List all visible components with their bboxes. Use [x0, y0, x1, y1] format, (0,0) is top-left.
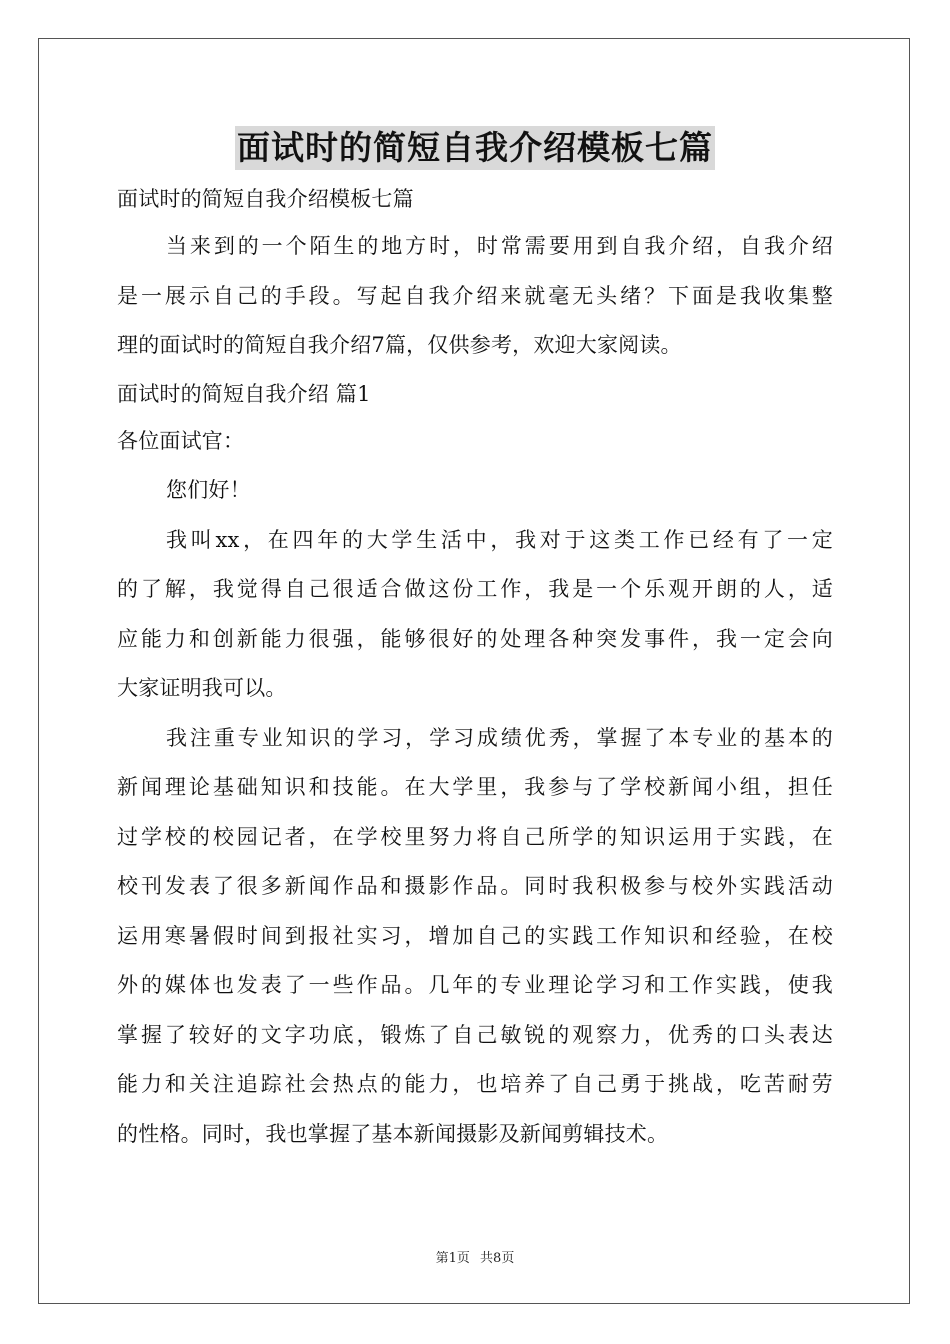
body-line: 理的面试时的简短自我介绍7篇，仅供参考，欢迎大家阅读。: [117, 333, 682, 357]
body-line: 能力和关注追踪社会热点的能力，也培养了自己勇于挑战，吃苦耐劳: [117, 1072, 833, 1096]
body-line: 外的媒体也发表了一些作品。几年的专业理论学习和工作实践，使我: [117, 973, 833, 997]
body-line: 大家证明我可以。: [117, 676, 287, 700]
body-line: 新闻理论基础知识和技能。在大学里，我参与了学校新闻小组，担任: [117, 775, 833, 799]
document-body: [117, 176, 833, 1159]
body-line: 我注重专业知识的学习，学习成绩优秀，掌握了本专业的基本的: [166, 725, 833, 750]
body-line: 过学校的校园记者，在学校里努力将自己所学的知识运用于实践，在: [117, 824, 833, 849]
body-line: 的性格。同时，我也掌握了基本新闻摄影及新闻剪辑技术。: [117, 1121, 669, 1146]
document-title: 面试时的简短自我介绍模板七篇: [235, 126, 715, 170]
body-line: 当来到的一个陌生的地方时，时常需要用到自我介绍，自我介绍: [166, 234, 833, 258]
body-line: 面试时的简短自我介绍 篇1: [117, 381, 371, 406]
body-line: 掌握了较好的文字功底，锻炼了自己敏锐的观察力，优秀的口头表达: [117, 1022, 833, 1047]
body-line: 的了解，我觉得自己很适合做这份工作，我是一个乐观开朗的人，适: [117, 577, 833, 601]
body-line: 面试时的简短自我介绍模板七篇: [117, 187, 414, 211]
body-line: 您们好！: [166, 478, 251, 502]
page-footer: 第1页 共8页: [435, 1251, 515, 1266]
title-container: [0, 126, 950, 170]
body-line: 运用寒暑假时间到报社实习，增加自己的实践工作知识和经验，在校: [117, 923, 833, 948]
body-line: 是一展示自己的手段。写起自我介绍来就毫无头绪？下面是我收集整: [117, 283, 833, 308]
body-line: 我叫xx，在四年的大学生活中，我对于这类工作已经有了一定: [166, 527, 833, 552]
body-line: 校刊发表了很多新闻作品和摄影作品。同时我积极参与校外实践活动: [117, 874, 833, 898]
body-line: 应能力和创新能力很强，能够很好的处理各种突发事件，我一定会向: [117, 626, 833, 651]
body-line: 各位面试官：: [117, 428, 245, 453]
